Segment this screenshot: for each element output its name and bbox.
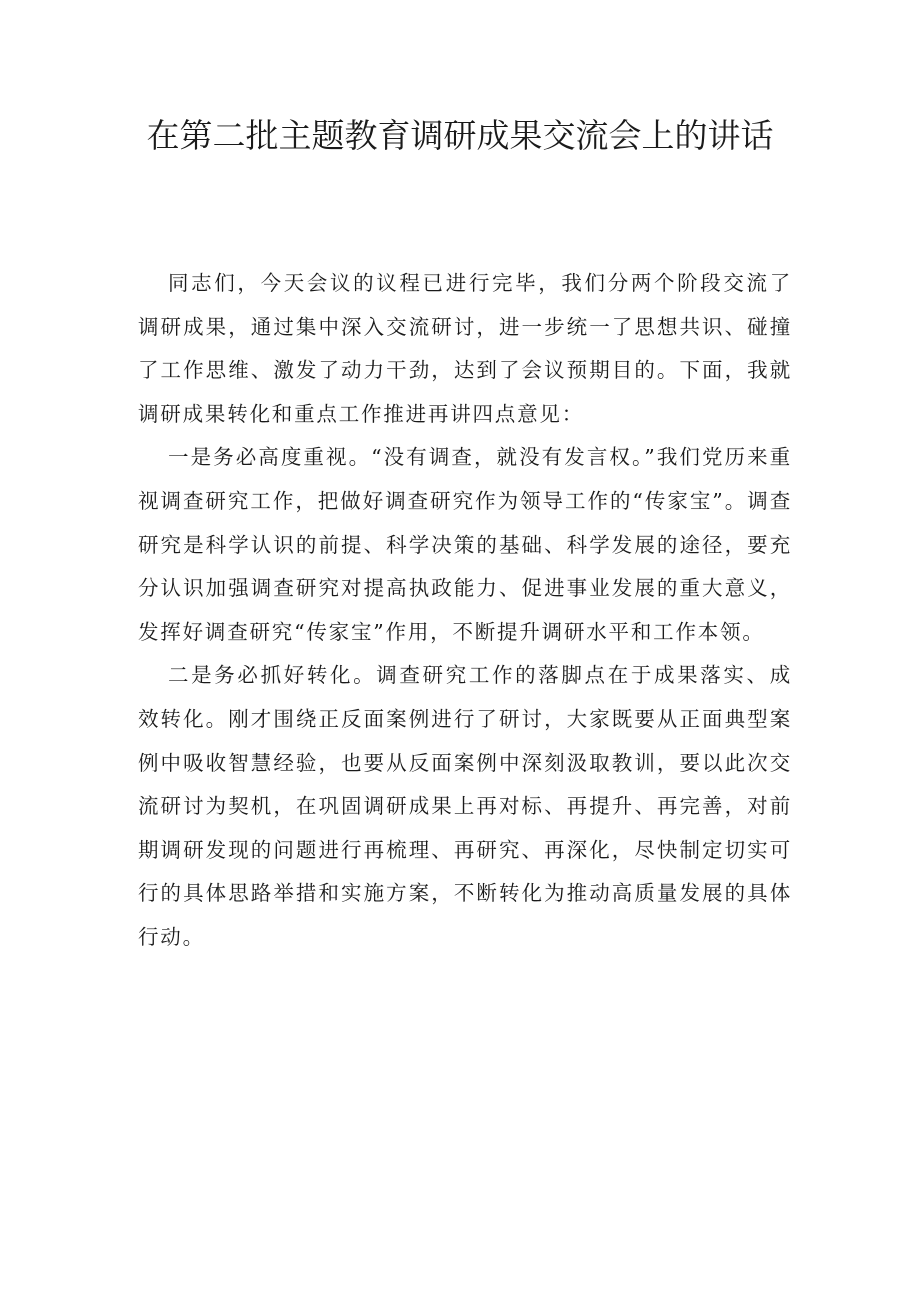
paragraph-point-one: 一是务必高度重视。“没有调查，就没有发言权。”我们党历来重视调查研究工作，把做好调查研究作为领导工作的“传家宝”。调查研究是科学认识的前提、科学决策的基础、科学发展的途径，要充分认识加强调查研究对提高执政能力、促进事业发展的重大意义，发挥好调查研究“传家宝”作用，不断提升调研水平和工作本领。 <box>138 445 792 644</box>
paragraph-opening: 同志们，今天会议的议程已进行完毕，我们分两个阶段交流了调研成果，通过集中深入交流研讨，进一步统一了思想共识、碰撞了工作思维、激发了动力干劲，达到了会议预期目的。下面，我就调研成果转化和重点工作推进再讲四点意见： <box>138 271 792 426</box>
paragraph-point-two: 二是务必抓好转化。调查研究工作的落脚点在于成果落实、成效转化。刚才围绕正反面案例进行了研讨，大家既要从正面典型案例中吸收智慧经验，也要从反面案例中深刻汲取教训，要以此次交流研讨为契机，在巩固调研成果上再对标、再提升、再完善，对前期调研发现的问题进行再梳理、再研究、再深化，尽快制定切实可行的具体思路举措和实施方案，不断转化为推动高质量发展的具体行动。 <box>138 663 792 949</box>
document-body <box>138 262 792 960</box>
document-title: 在第二批主题教育调研成果交流会上的讲话 <box>146 116 774 155</box>
